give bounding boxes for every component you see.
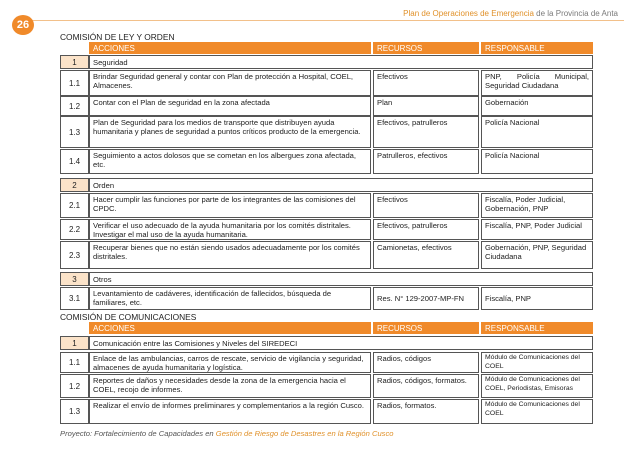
row-action: Verificar el uso adecuado de la ayuda humanitaria por los comités distritales. Investigar el mal uso de la ayuda humanitaria. [89,219,371,240]
row-number: 1.1 [60,352,89,373]
row-resource: Radios, códigos [373,352,479,373]
row-number: 2.2 [60,219,89,240]
row-responsible: PNP, Policía Municipal, Seguridad Ciudadana [481,70,593,96]
row-action: Brindar Seguridad general y contar con Plan de protección a Hospital, COEL, Almacenes. [89,70,371,96]
row-responsible: Módulo de Comunicaciones del COEL [481,352,593,373]
row-responsible: Gobernación [481,96,593,116]
row-resource: Res. N° 129-2007-MP-FN [373,287,479,310]
col-header-resources: RECURSOS [373,42,479,54]
row-action: Reportes de daños y necesidades desde la zona de la emergencia hacia el COEL, recojo de informes. [89,374,371,398]
page-number-badge: 26 [12,15,34,35]
row-action: Levantamiento de cadáveres, identificación de fallecidos, búsqueda de familiares, etc. [89,287,371,310]
row-number: 1.3 [60,116,89,148]
group-label: Otros [89,272,593,286]
col-header-actions: ACCIONES [89,322,371,334]
row-responsible: Módulo de Comunicaciones del COEL [481,399,593,424]
row-number: 1.3 [60,399,89,424]
group-label: Comunicación entre las Comisiones y Niveles del SIREDECI [89,336,593,350]
row-resource: Camionetas, efectivos [373,241,479,269]
row-responsible: Módulo de Comunicaciones del COEL, Periodistas, Emisoras [481,374,593,398]
section-title-comunicaciones: COMISIÓN DE COMUNICACIONES [60,312,197,322]
row-responsible: Policía Nacional [481,116,593,148]
row-resource: Plan [373,96,479,116]
row-number: 1.4 [60,149,89,174]
row-action: Contar con el Plan de seguridad en la zona afectada [89,96,371,116]
header-title-gray: de la Provincia de Anta [536,9,618,18]
row-resource: Efectivos, patrulleros [373,219,479,240]
row-number: 1.1 [60,70,89,96]
row-responsible: Fiscalía, Poder Judicial, Gobernación, PNP [481,193,593,218]
row-resource: Efectivos, patrulleros [373,116,479,148]
row-resource: Efectivos [373,193,479,218]
row-action: Seguimiento a actos dolosos que se cometan en los albergues zona afectada, etc. [89,149,371,174]
page-header [403,9,618,18]
footer-prefix: Proyecto: Fortalecimiento de Capacidades en [60,429,214,438]
row-number: 2.1 [60,193,89,218]
row-responsible: Gobernación, PNP, Seguridad Ciudadana [481,241,593,269]
row-responsible: Fiscalía, PNP, Poder Judicial [481,219,593,240]
group-label: Seguridad [89,55,593,69]
header-divider [26,20,624,21]
row-action: Hacer cumplir las funciones por parte de los integrantes de las comisiones del CPDC. [89,193,371,218]
group-number: 2 [60,178,89,192]
col-header-responsible: RESPONSABLE [481,322,593,334]
row-number: 3.1 [60,287,89,310]
col-header-responsible: RESPONSABLE [481,42,593,54]
section-title-ley-orden: COMISIÓN DE LEY Y ORDEN [60,32,175,42]
row-number: 1.2 [60,96,89,116]
row-resource: Efectivos [373,70,479,96]
row-action: Recuperar bienes que no están siendo usados adecuadamente por los comités distritales. [89,241,371,269]
row-resource: Radios, códigos, formatos. [373,374,479,398]
row-number: 1.2 [60,374,89,398]
row-action: Enlace de las ambulancias, carros de rescate, servicio de vigilancia y seguridad, almacenes de ayuda humanitaria y logística. [89,352,371,373]
group-number: 1 [60,336,89,350]
col-header-actions: ACCIONES [89,42,371,54]
group-label: Orden [89,178,593,192]
row-action: Plan de Seguridad para los medios de transporte que distribuyen ayuda humanitaria y planes de seguridad a puntos críticos producto de la emergencia. [89,116,371,148]
page-footer [60,429,394,438]
row-responsible: Policía Nacional [481,149,593,174]
row-responsible: Fiscalía, PNP [481,287,593,310]
row-resource: Radios, formatos. [373,399,479,424]
row-action: Realizar el envío de informes preliminares y complementarios a la región Cusco. [89,399,371,424]
col-header-resources: RECURSOS [373,322,479,334]
footer-highlight: Gestión de Riesgo de Desastres en la Región Cusco [215,429,394,438]
group-number: 1 [60,55,89,69]
header-title-orange: Plan de Operaciones de Emergencia [403,9,534,18]
row-number: 2.3 [60,241,89,269]
row-resource: Patrulleros, efectivos [373,149,479,174]
group-number: 3 [60,272,89,286]
